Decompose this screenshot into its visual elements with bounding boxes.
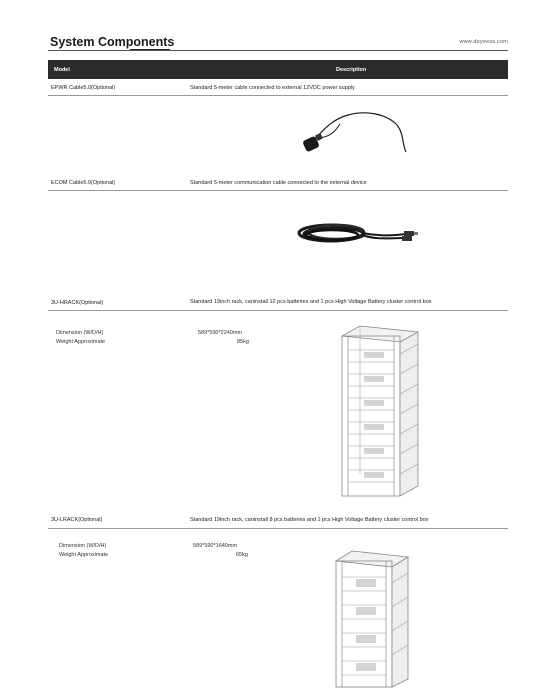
spec-dimension-label: Dimension (W/D/H): [59, 543, 107, 549]
page-title: System Components: [50, 35, 175, 49]
row-model-lrack: 3U-LRACK(Optional): [51, 517, 103, 523]
column-header-description: Description: [336, 67, 367, 73]
power-cable-icon: [300, 110, 420, 160]
communication-cable-icon: [296, 218, 426, 250]
spec-weight-value: 65kg: [236, 552, 248, 558]
website-url: www.deyeess.com: [459, 39, 508, 45]
spec-weight-label: Weight Approximate: [59, 552, 109, 558]
row-divider: [48, 190, 508, 191]
row-description-hrack: Standard 19inch rack, caninstall 12 pcs batteries and 1 pcs High Voltage Battery cluster control box: [190, 299, 432, 305]
row-description-lrack: Standard 19inch rack, caninstall 8 pcs batteries and 1 pcs High Voltage Battery cluster control box: [190, 517, 429, 523]
row-model-hrack: 3U-HRACK(Optional): [51, 300, 104, 306]
tall-rack-icon: [338, 324, 420, 504]
spec-weight-label: Weight Approximate: [56, 339, 106, 345]
header-divider: [48, 50, 508, 51]
spec-dimension-label: Dimension (W/D/H): [56, 330, 104, 336]
spec-dimension-value: 589*590*2240mm: [198, 330, 243, 336]
row-divider: [48, 310, 508, 311]
row-description-ecom: Standard 5-meter communication cable connected to the external device: [190, 180, 367, 186]
row-model-epwr: EPWR Cable5.0(Optional): [51, 85, 116, 91]
spec-dimension-value: 589*590*1640mm: [193, 543, 238, 549]
short-rack-icon: [330, 549, 410, 689]
row-divider: [48, 95, 508, 96]
title-underline: [130, 49, 170, 50]
row-model-ecom: ECOM Cable5.0(Optional): [51, 180, 116, 186]
table-header: [48, 60, 508, 79]
row-description-epwr: Standard 5-meter cable connected to external 12VDC power supply: [190, 85, 355, 91]
spec-weight-value: 85kg: [237, 339, 249, 345]
row-divider: [48, 528, 508, 529]
column-header-model: Model: [54, 67, 70, 73]
